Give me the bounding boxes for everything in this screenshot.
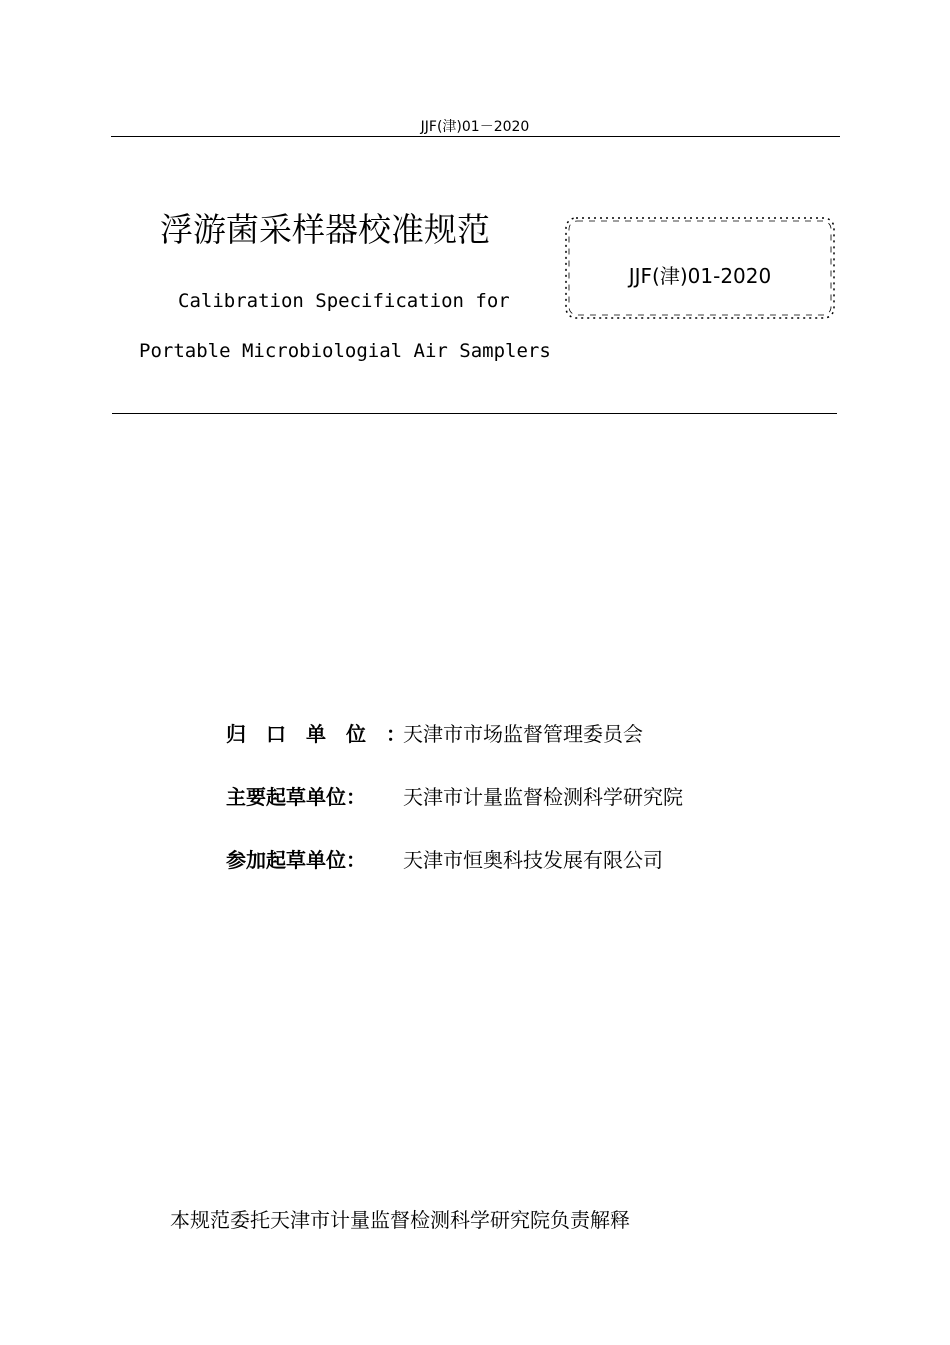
title-english-line1: Calibration Specification for xyxy=(178,290,510,312)
info-label-main-drafting-unit: 主要起草单位： xyxy=(226,785,366,809)
footer-interpretation-note: 本规范委托天津市计量监督检测科学研究院负责解释 xyxy=(170,1208,630,1232)
code-box-text: JJF(津)01-2020 xyxy=(628,264,772,288)
info-label-responsible-unit: 归口单位： xyxy=(226,722,426,746)
header-standard-code: JJF(津)01－2020 xyxy=(420,119,530,135)
title-english-line2: Portable Microbiologial Air Samplers xyxy=(139,340,551,362)
standard-code-box xyxy=(564,214,836,322)
info-value-main-drafting-unit: 天津市计量监督检测科学研究院 xyxy=(403,785,683,809)
title-divider xyxy=(112,413,837,414)
info-row-main-drafting-unit xyxy=(226,781,683,810)
info-value-participating-drafting-unit: 天津市恒奥科技发展有限公司 xyxy=(403,848,663,872)
info-row-participating-drafting-unit xyxy=(226,844,663,873)
title-chinese: 浮游菌采样器校准规范 xyxy=(160,210,490,249)
info-row-responsible-unit xyxy=(226,718,643,747)
header-divider xyxy=(111,136,840,137)
info-label-participating-drafting-unit: 参加起草单位： xyxy=(226,848,366,872)
info-value-responsible-unit: 天津市市场监督管理委员会 xyxy=(403,722,643,746)
